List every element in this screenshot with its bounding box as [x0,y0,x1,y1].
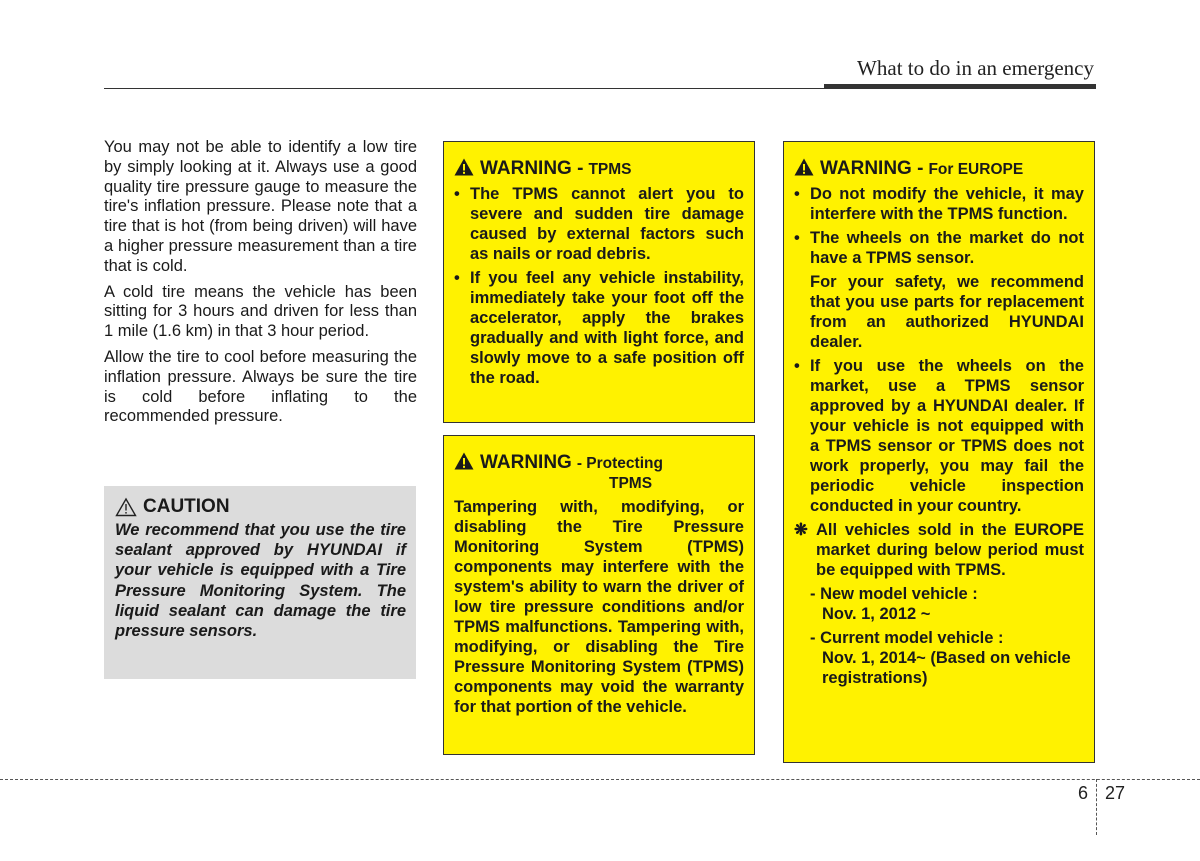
warning-protecting-text: Tampering with, modifying, or disabling the Tire Pressure Monitoring System (TPMS) components may interfere with the system's ability to warn the driver of low tire pressure conditions and/or TPMS malfunctions. Tampering with, modifying, or disabling the Tire Pressure Monitoring System (TPMS) components may void the warranty for that portion of the vehicle. [454,498,744,716]
warning-europe-new-model [794,584,1084,624]
warning-tpms-list [454,184,744,388]
warning-tpms-title: WARNING - [480,158,584,179]
warning-europe-list-2 [794,356,1084,516]
current-model-date: Nov. 1, 2014~ (Based on vehicle registrations) [822,649,1071,687]
warning-box-protecting-tpms [443,435,755,755]
caution-box [104,486,416,679]
warning-triangle-icon [454,158,474,176]
new-model-date: Nov. 1, 2012 ~ [822,605,931,623]
warning-tpms-subtitle: TPMS [588,161,632,178]
warning-europe-subtitle: For EUROPE [928,161,1024,178]
warning-europe-item: • Do not modify the vehicle, it may interfere with the TPMS function. [794,184,1084,224]
warning-triangle-icon [454,452,474,470]
body-paragraph-2: A cold tire means the vehicle has been sitting for 3 hours and driven for less than 1 mile (1.6 km) in that 3 hour period. [104,282,417,341]
warning-box-tpms [443,141,755,423]
warning-europe-title: WARNING - [820,158,924,179]
footer-page-number: 27 [1105,783,1126,803]
header-rule [104,88,824,89]
warning-europe-followup: For your safety, we recommend that you use parts for replacement from an authorized HYUNDAI dealer. [810,273,1084,351]
header-rule-accent [824,84,1096,89]
warning-tpms-item: • The TPMS cannot alert you to severe and sudden tire damage caused by external factors such as nails or road debris. [454,184,744,264]
current-model-label: - Current model vehicle : [810,629,1004,647]
asterisk-icon: ❋ [794,521,808,539]
body-paragraph-1: You may not be able to identify a low tire by simply looking at it. Always use a good quality tire pressure gauge to measure the tire's inflation pressure. Please note that a tire that is hot (from being driven) will have a higher pressure measurement than a tire that is cold. [104,138,417,275]
footer-divider [0,779,1200,780]
warning-box-europe [783,141,1095,763]
footer-section-number: 6 [1078,783,1089,803]
footer-page-divider [1096,779,1097,835]
warning-protecting-header [454,450,744,474]
warning-europe-item: • If you use the wheels on the market, use a TPMS sensor approved by a HYUNDAI dealer. If your vehicle is not equipped with a TPMS sensor or TPMS does not work properly, you may fail the periodic vehicle inspection conducted in your country. [794,356,1084,516]
warning-triangle-icon [794,158,814,176]
body-paragraph-3: Allow the tire to cool before measuring the inflation pressure. Always be sure the tire is cold before inflating to the recommended pressure. [104,347,417,426]
warning-tpms-item: • If you feel any vehicle instability, immediately take your foot off the accelerator, apply the brakes gradually and with light force, and slowly move to a safe position off the road. [454,268,744,388]
warning-protecting-subtitle: - Protecting [576,455,663,472]
caution-text: We recommend that you use the tire sealant approved by HYUNDAI if your vehicle is equipped with a Tire Pressure Monitoring System. The liquid sealant can damage the tire pressure sensors. [115,521,406,641]
warning-tpms-header [454,156,744,180]
warning-europe-star-text: All vehicles sold in the EUROPE market during below period must be equipped with TPMS. [816,521,1084,579]
body-text-column [104,138,417,433]
new-model-label: - New model vehicle : [810,585,978,603]
caution-header [115,496,406,518]
warning-protecting-subtitle-2: TPMS [609,475,653,492]
page-header-title: What to do in an emergency [857,56,1094,80]
caution-title: CAUTION [143,496,230,517]
warning-europe-item: • The wheels on the market do not have a TPMS sensor. [794,228,1084,268]
warning-europe-list [794,184,1084,268]
warning-europe-header [794,156,1084,180]
warning-europe-current-model [794,628,1084,688]
warning-protecting-title: WARNING [480,452,572,473]
caution-triangle-icon [115,497,137,517]
warning-europe-star-note [794,520,1084,580]
